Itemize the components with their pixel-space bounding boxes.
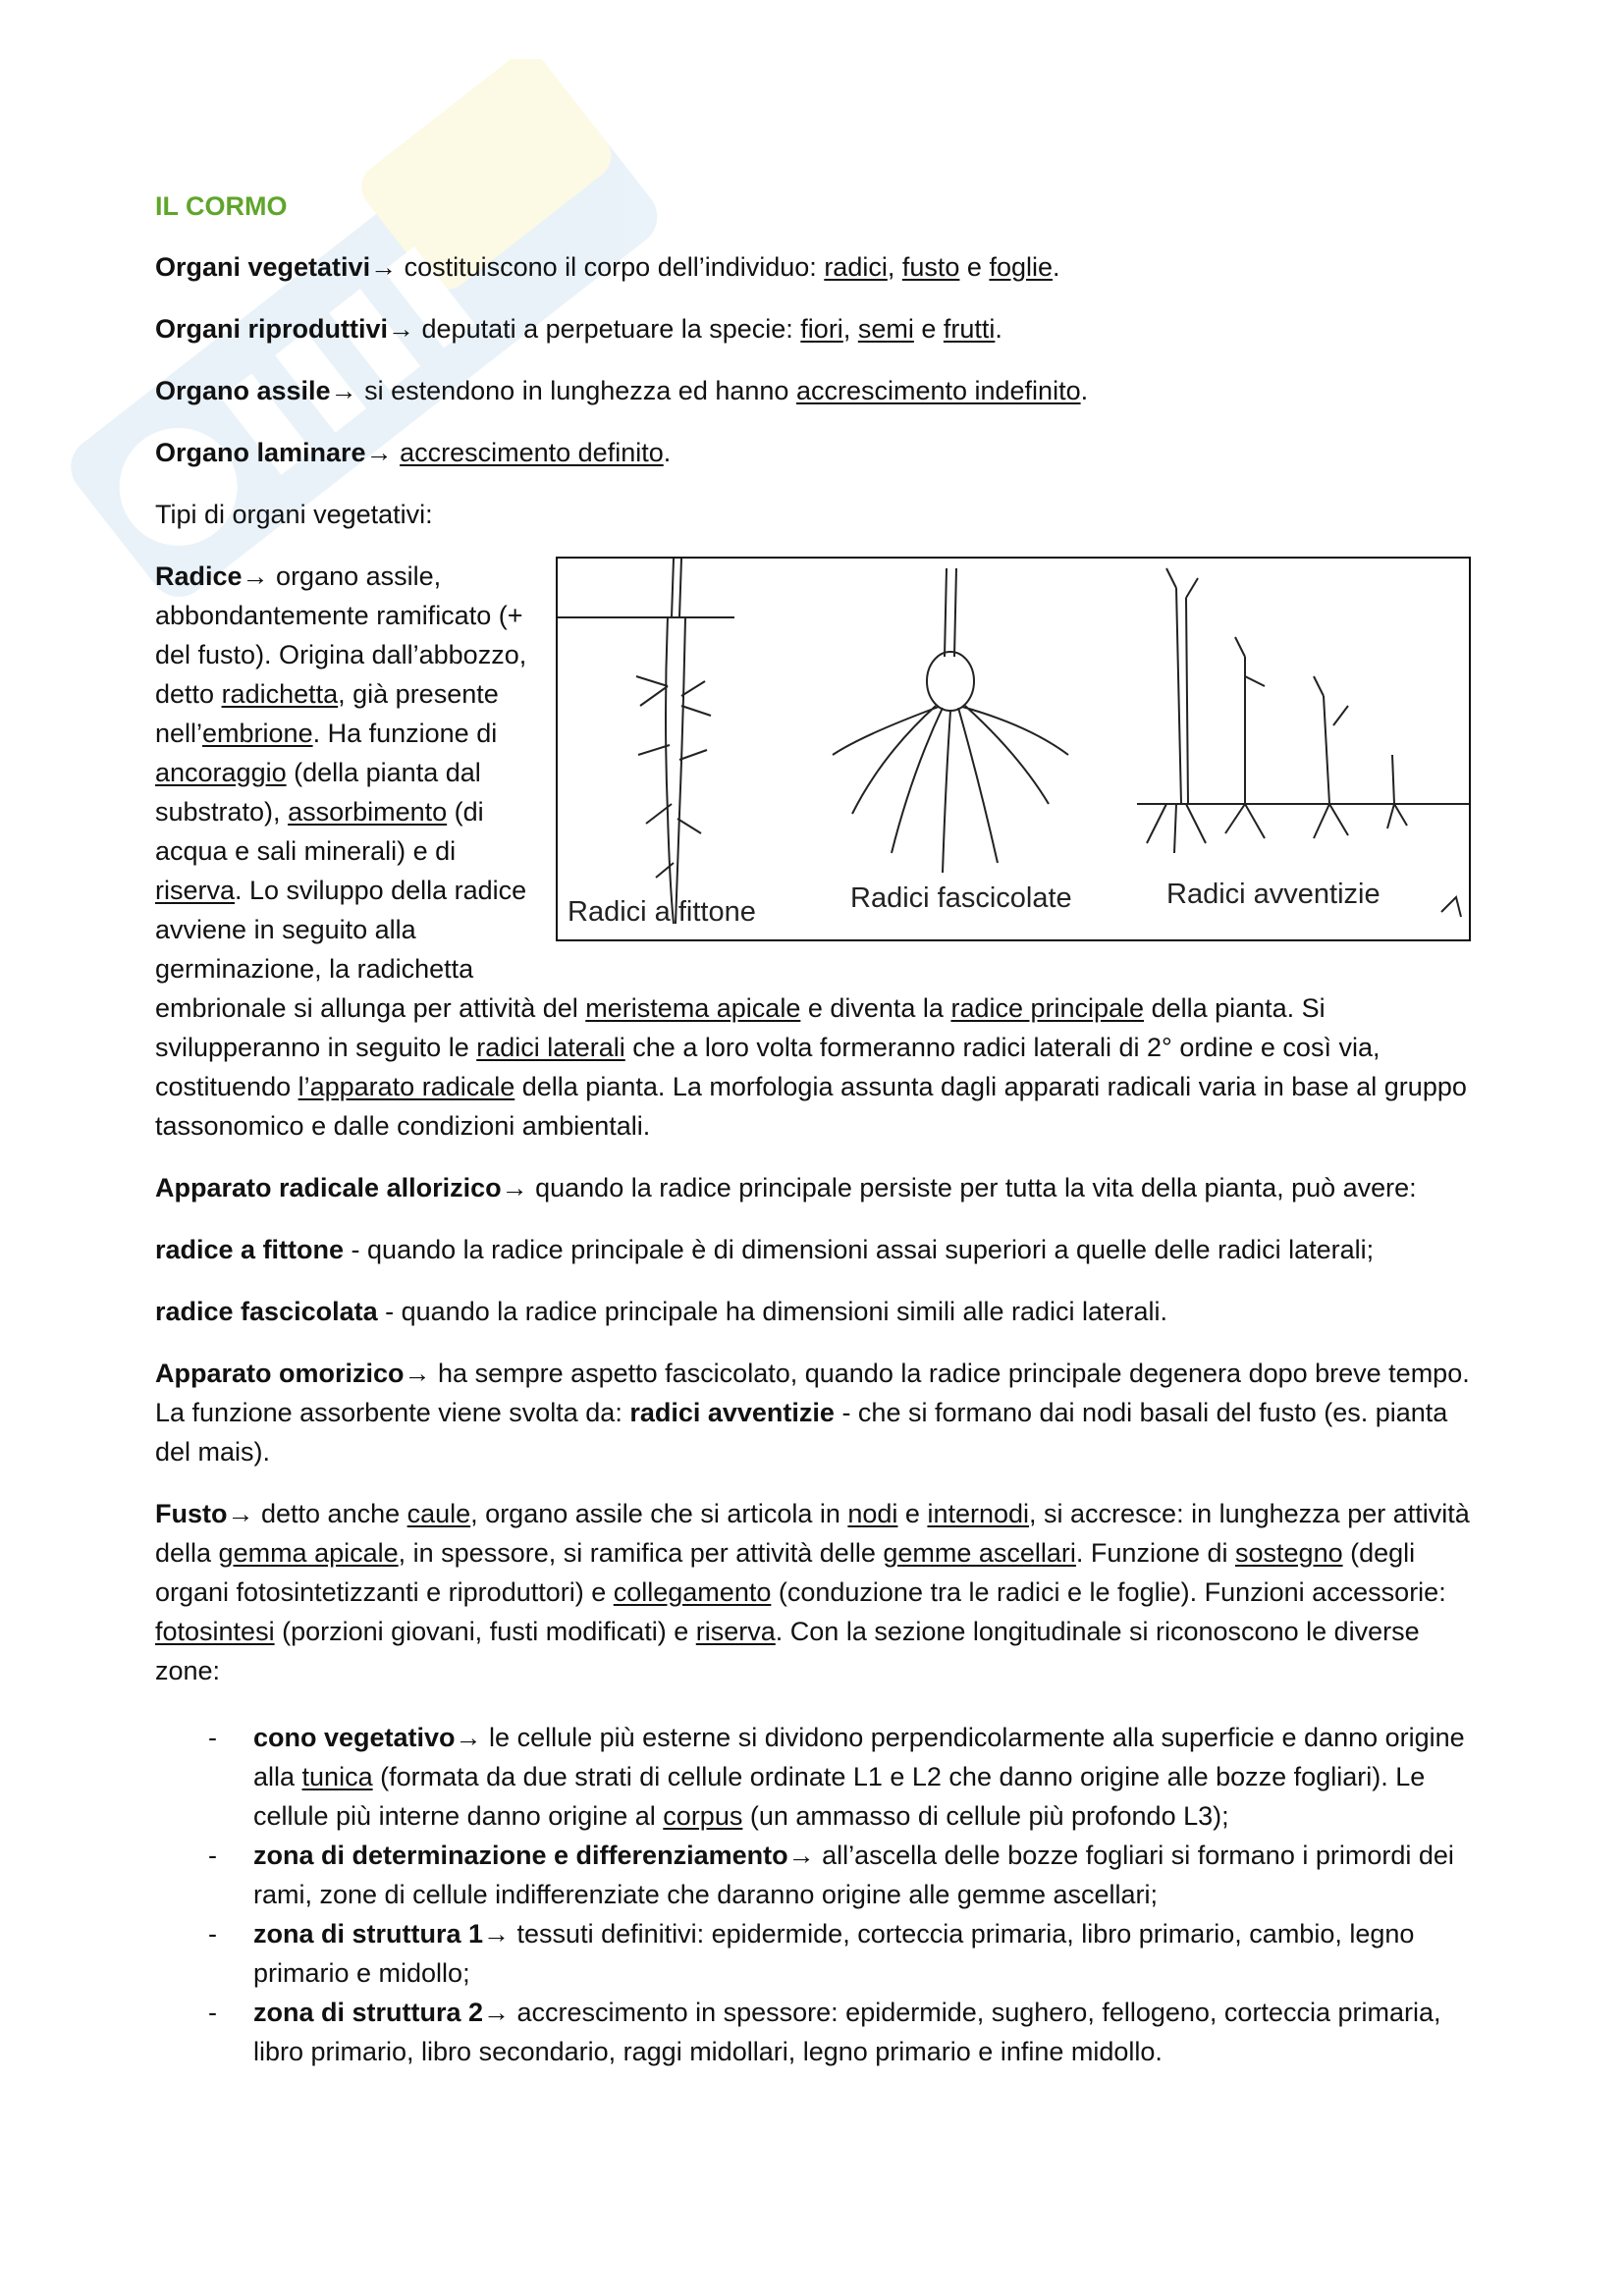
text: (degli organi fotosintetizzanti e riproduttori) e [155,1538,1416,1607]
arrow-icon: → [404,1359,431,1388]
underlined-term: nodi [847,1499,898,1528]
fittone-line [155,1230,1471,1269]
caption-fascicolate: Radici fascicolate [850,882,1072,914]
text: (porzioni giovani, fusti modificati) e [274,1617,696,1646]
text: (formata da due strati di cellule ordinate L1 e L2 che danno origine alle bozze fogliari). Le cellule più interne danno origine al [253,1762,1426,1831]
underlined-term: accrescimento indefinito [795,376,1081,405]
underlined-term: riserva [155,876,236,905]
term-label: Apparato omorizico [155,1359,405,1388]
term-label: cono vegetativo [253,1723,456,1752]
caption-fittone: Radici a fittone [568,896,756,928]
list-item [155,1836,1471,1914]
text: della pianta. Si svilupperanno in seguito le [155,993,1326,1062]
underlined-term: riserva [695,1617,776,1646]
underlined-term: ancoraggio [155,758,287,787]
underlined-term: gemme ascellari [883,1538,1076,1568]
text: e [897,1499,928,1528]
text: organo assile, abbondantemente ramificato (+ del fusto). Origina dall’abbozzo, detto [155,561,527,709]
term-label: radice a fittone [155,1235,345,1264]
list-item [155,1993,1471,2071]
term-label: Organi vegetativi [155,252,371,282]
text: le cellule più esterne si dividono perpendicolarmente alla superficie e danno origine alla [253,1723,1465,1791]
underlined-term: radice principale [950,993,1145,1023]
radice-paragraph [155,557,1471,1146]
list-item [155,1718,1471,1836]
term-label: Organo assile [155,376,331,405]
underlined-term: foglie [989,252,1053,282]
underlined-term: radichetta [221,679,339,709]
arrow-icon: → [330,376,357,405]
underlined-term: sostegno [1235,1538,1343,1568]
text: . Funzione di [1075,1538,1236,1568]
fascicolata-line [155,1292,1471,1331]
underlined-term: corpus [663,1801,743,1831]
text: deputati a perpetuare la specie: [414,314,801,344]
text: - che si formano dai nodi basali del fusto (es. pianta del mais). [155,1398,1448,1467]
underlined-term: internodi [927,1499,1030,1528]
term-label: Apparato radicale allorizico [155,1173,502,1202]
text: della pianta. La morfologia assunta dagli apparati radicali varia in base al gruppo tassonomico e dalle condizioni ambientali. [155,1072,1467,1141]
arrow-icon: → [455,1723,482,1752]
arrow-icon: → [370,252,398,282]
text: all’ascella delle bozze fogliari si formano i primordi dei rami, zone di cellule indifferenziate che daranno origine alle gemme ascellari; [253,1841,1454,1909]
text: , già presente nell’ [155,679,499,748]
organi-riproduttivi-line [155,309,1471,348]
text: (conduzione tra le radici e le foglie). Funzioni accessorie: [771,1577,1446,1607]
page-title: IL CORMO [155,191,288,221]
text: si estendono in lunghezza ed hanno [356,376,796,405]
text [393,438,401,467]
term-label: radice fascicolata [155,1297,378,1326]
text: . [995,314,1002,344]
underlined-term: assorbimento [288,797,448,827]
zones-list [155,1718,1471,2071]
text: . [1052,252,1060,282]
underlined-term: fiori [800,314,843,344]
text: - quando la radice principale è di dimensioni assai superiori a quelle delle radici laterali; [344,1235,1375,1264]
roots-figure [556,557,1471,941]
text: , in spessore, si ramifica per attività delle [398,1538,884,1568]
underlined-term: radici [824,252,888,282]
bold-term: radici avventizie [629,1398,835,1427]
list-item [155,1914,1471,1993]
arrow-icon: → [483,1919,511,1949]
underlined-term: l’apparato radicale [298,1072,515,1101]
underlined-term: meristema apicale [585,993,801,1023]
text: . Con la sezione longitudinale si riconoscono le diverse zone: [155,1617,1420,1685]
underlined-term: embrione [202,719,313,748]
text: e [913,314,944,344]
text: e [959,252,990,282]
text: che a loro volta formeranno radici laterali di 2° ordine e così via, costituendo [155,1033,1380,1101]
arrow-icon: → [365,438,393,467]
arrow-icon: → [388,314,415,344]
bullet-dash: - [208,1998,217,2027]
fusto-paragraph [155,1494,1471,1690]
bullet-dash: - [208,1919,217,1949]
omorizico-paragraph [155,1354,1471,1471]
term-label: zona di struttura 2 [253,1998,484,2027]
underlined-term: frutti [943,314,996,344]
text: detto anche [253,1499,407,1528]
underlined-term: radici laterali [476,1033,625,1062]
bullet-dash: - [208,1841,217,1870]
text: tessuti definitivi: epidermide, corteccia primaria, libro primario, cambio, legno primario e midollo; [253,1919,1415,1988]
term-label: Fusto [155,1499,228,1528]
text: (di acqua e sali minerali) e di [155,797,484,866]
text: , [887,252,902,282]
text: ha sempre aspetto fascicolato, quando la radice principale degenera dopo breve tempo. La funzione assorbente viene svolta da: [155,1359,1470,1427]
arrow-icon: → [787,1841,815,1870]
text: (un ammasso di cellule più profondo L3); [742,1801,1229,1831]
underlined-term: fotosintesi [155,1617,275,1646]
arrow-icon: → [242,561,269,591]
underlined-term: gemma apicale [218,1538,399,1568]
organo-laminare-line [155,433,1471,472]
document-page [155,187,1471,2071]
underlined-term: semi [857,314,914,344]
text: costituiscono il corpo dell’individuo: [397,252,825,282]
arrow-icon: → [483,1998,511,2027]
text: . Lo sviluppo della radice avviene in seguito alla germinazione, la radichetta embrionale si allunga per attività del [155,876,586,1023]
caption-avventizie: Radici avventizie [1166,879,1380,910]
underlined-term: accrescimento definito [400,438,664,467]
allorizico-line [155,1168,1471,1207]
organo-assile-line [155,371,1471,410]
text: . [663,438,672,467]
organi-vegetativi-line [155,247,1471,287]
term-label: zona di struttura 1 [253,1919,484,1949]
underlined-term: fusto [901,252,960,282]
text: , si accresce: in lunghezza per attività della [155,1499,1470,1568]
underlined-term: collegamento [613,1577,772,1607]
tipi-heading: Tipi di organi vegetativi: [155,500,433,529]
text: quando la radice principale persiste per tutta la vita della pianta, può avere: [527,1173,1417,1202]
term-label: Organo laminare [155,438,366,467]
arrow-icon: → [501,1173,528,1202]
term-label: zona di determinazione e differenziamento [253,1841,788,1870]
term-label: Radice [155,561,243,591]
text: accrescimento in spessore: epidermide, sughero, fellogeno, corteccia primaria, libro primario, libro secondario, raggi midollari, legno primario e infine midollo. [253,1998,1441,2066]
text: . [1080,376,1089,405]
text: , [842,314,858,344]
arrow-icon: → [227,1499,254,1528]
term-label: Organi riproduttivi [155,314,389,344]
text: . Ha funzione di [312,719,498,748]
text: (della pianta dal substrato), [155,758,481,827]
text: - quando la radice principale ha dimensioni simili alle radici laterali. [377,1297,1168,1326]
text: , organo assile che si articola in [470,1499,848,1528]
text: e diventa la [800,993,951,1023]
underlined-term: caule [406,1499,471,1528]
bullet-dash: - [208,1723,217,1752]
underlined-term: tunica [301,1762,373,1791]
